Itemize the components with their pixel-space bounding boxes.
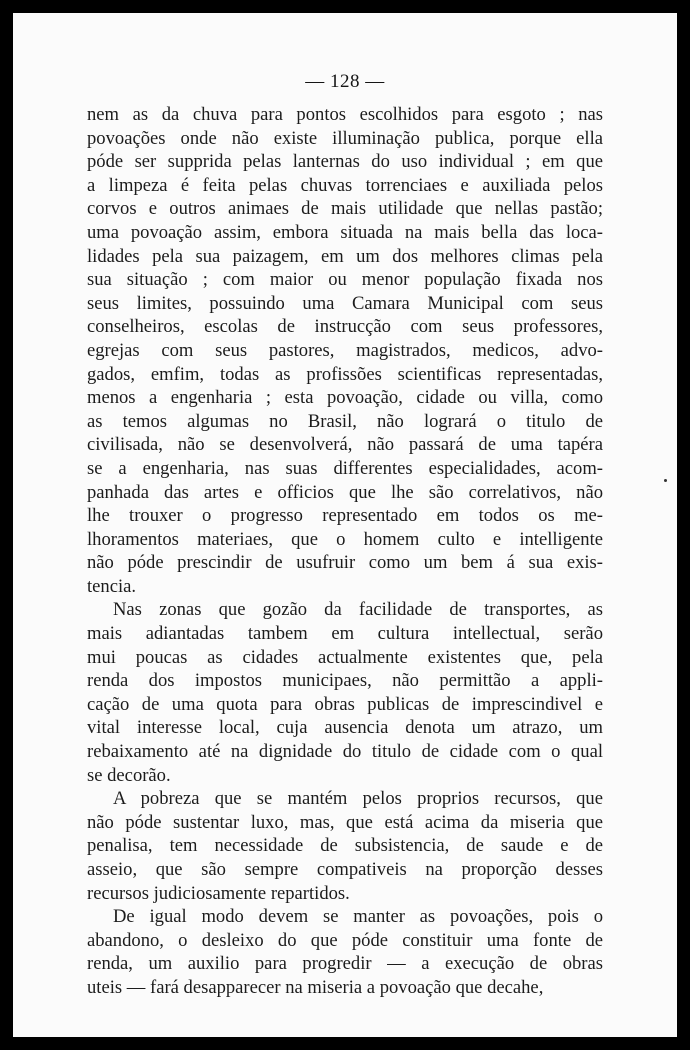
text-line: penalisa, tem necessidade de subsistencia, de saude e de	[87, 835, 603, 857]
text-line: gados, emfim, todas as profissões scientificas representadas,	[87, 363, 603, 385]
paragraph	[87, 905, 603, 999]
text-line: mui poucas as cidades actualmente existentes que, pela	[87, 646, 603, 668]
text-line: rebaixamento até na dignidade do titulo de cidade com o qual	[87, 741, 603, 763]
text-line: nem as da chuva para pontos escolhidos para esgoto ; nas	[87, 104, 603, 125]
text-line: A pobreza que se mantém pelos proprios recursos, que	[113, 788, 603, 810]
text-line: panhada das artes e officios que lhe são correlativos, não	[87, 481, 603, 503]
paragraph	[87, 598, 603, 787]
text-line: vital interesse local, cuja ausencia denota um atrazo, um	[87, 717, 603, 739]
text-line: egrejas com seus pastores, magistrados, medicos, advo-	[87, 339, 603, 361]
text-line: lidades pela sua paizagem, em um dos melhores climas pela	[87, 245, 603, 267]
text-line: menos a engenharia ; esta povoação, cidade ou villa, como	[87, 387, 603, 409]
text-line: póde ser supprida pelas lanternas do uso individual ; em que	[87, 151, 603, 173]
text-line: povoações onde não existe illuminação publica, porque ella	[87, 127, 603, 149]
text-line: sua situação ; com maior ou menor população fixada nos	[87, 269, 603, 291]
text-line: lhe trouxer o progresso representado em todos os me-	[87, 505, 603, 527]
text-line: asseio, que são sempre compativeis na proporção desses	[87, 859, 603, 880]
text-line: uma povoação assim, embora situada na mais bella das loca-	[87, 221, 603, 243]
text-line: Nas zonas que gozão da facilidade de transportes, as	[113, 599, 603, 621]
text-line: se decorão.	[87, 764, 171, 786]
body-text	[87, 103, 603, 1000]
text-line: cação de uma quota para obras publicas de imprescindivel e	[87, 693, 603, 715]
text-line: não póde sustentar luxo, mas, que está acima da miseria que	[87, 811, 603, 833]
text-line: tencia.	[87, 575, 137, 597]
text-line: civilisada, não se desenvolverá, não passará de uma tapéra	[87, 434, 603, 456]
text-line: lhoramentos materiaes, que o homem culto e intelligente	[87, 528, 603, 550]
text-line: se a engenharia, nas suas differentes especialidades, acom-	[87, 457, 603, 479]
text-line: De igual modo devem se manter as povoações, pois o	[113, 906, 603, 928]
text-line: conselheiros, escolas de instrucção com seus professores,	[87, 316, 603, 338]
text-line: as temos algumas no Brasil, não logrará o titulo de	[87, 410, 603, 432]
text-line: abandono, o desleixo do que póde constituir uma fonte de	[87, 929, 603, 951]
text-line: renda, um auxilio para progredir — a execução de obras	[87, 953, 603, 975]
paragraph	[87, 103, 603, 598]
text-line: uteis — fará desapparecer na miseria a povoação que decahe,	[87, 976, 544, 998]
print-speck	[664, 479, 667, 482]
text-line: seus limites, possuindo uma Camara Municipal com seus	[87, 292, 603, 314]
text-line: mais adiantadas tambem em cultura intellectual, serão	[87, 623, 603, 645]
text-line: renda dos impostos municipaes, não permittão a appli-	[87, 670, 603, 692]
book-page	[13, 13, 677, 1037]
text-line: corvos e outros animaes de mais utilidade que nellas pastão;	[87, 198, 603, 220]
text-line: a limpeza é feita pelas chuvas torrenciaes e auxiliada pelos	[87, 174, 603, 196]
paragraph	[87, 787, 603, 905]
page-number: — 128 —	[305, 71, 385, 92]
text-line: recursos judiciosamente repartidos.	[87, 882, 350, 904]
text-line: não póde prescindir de usufruir como um bem á sua exis-	[87, 552, 603, 574]
